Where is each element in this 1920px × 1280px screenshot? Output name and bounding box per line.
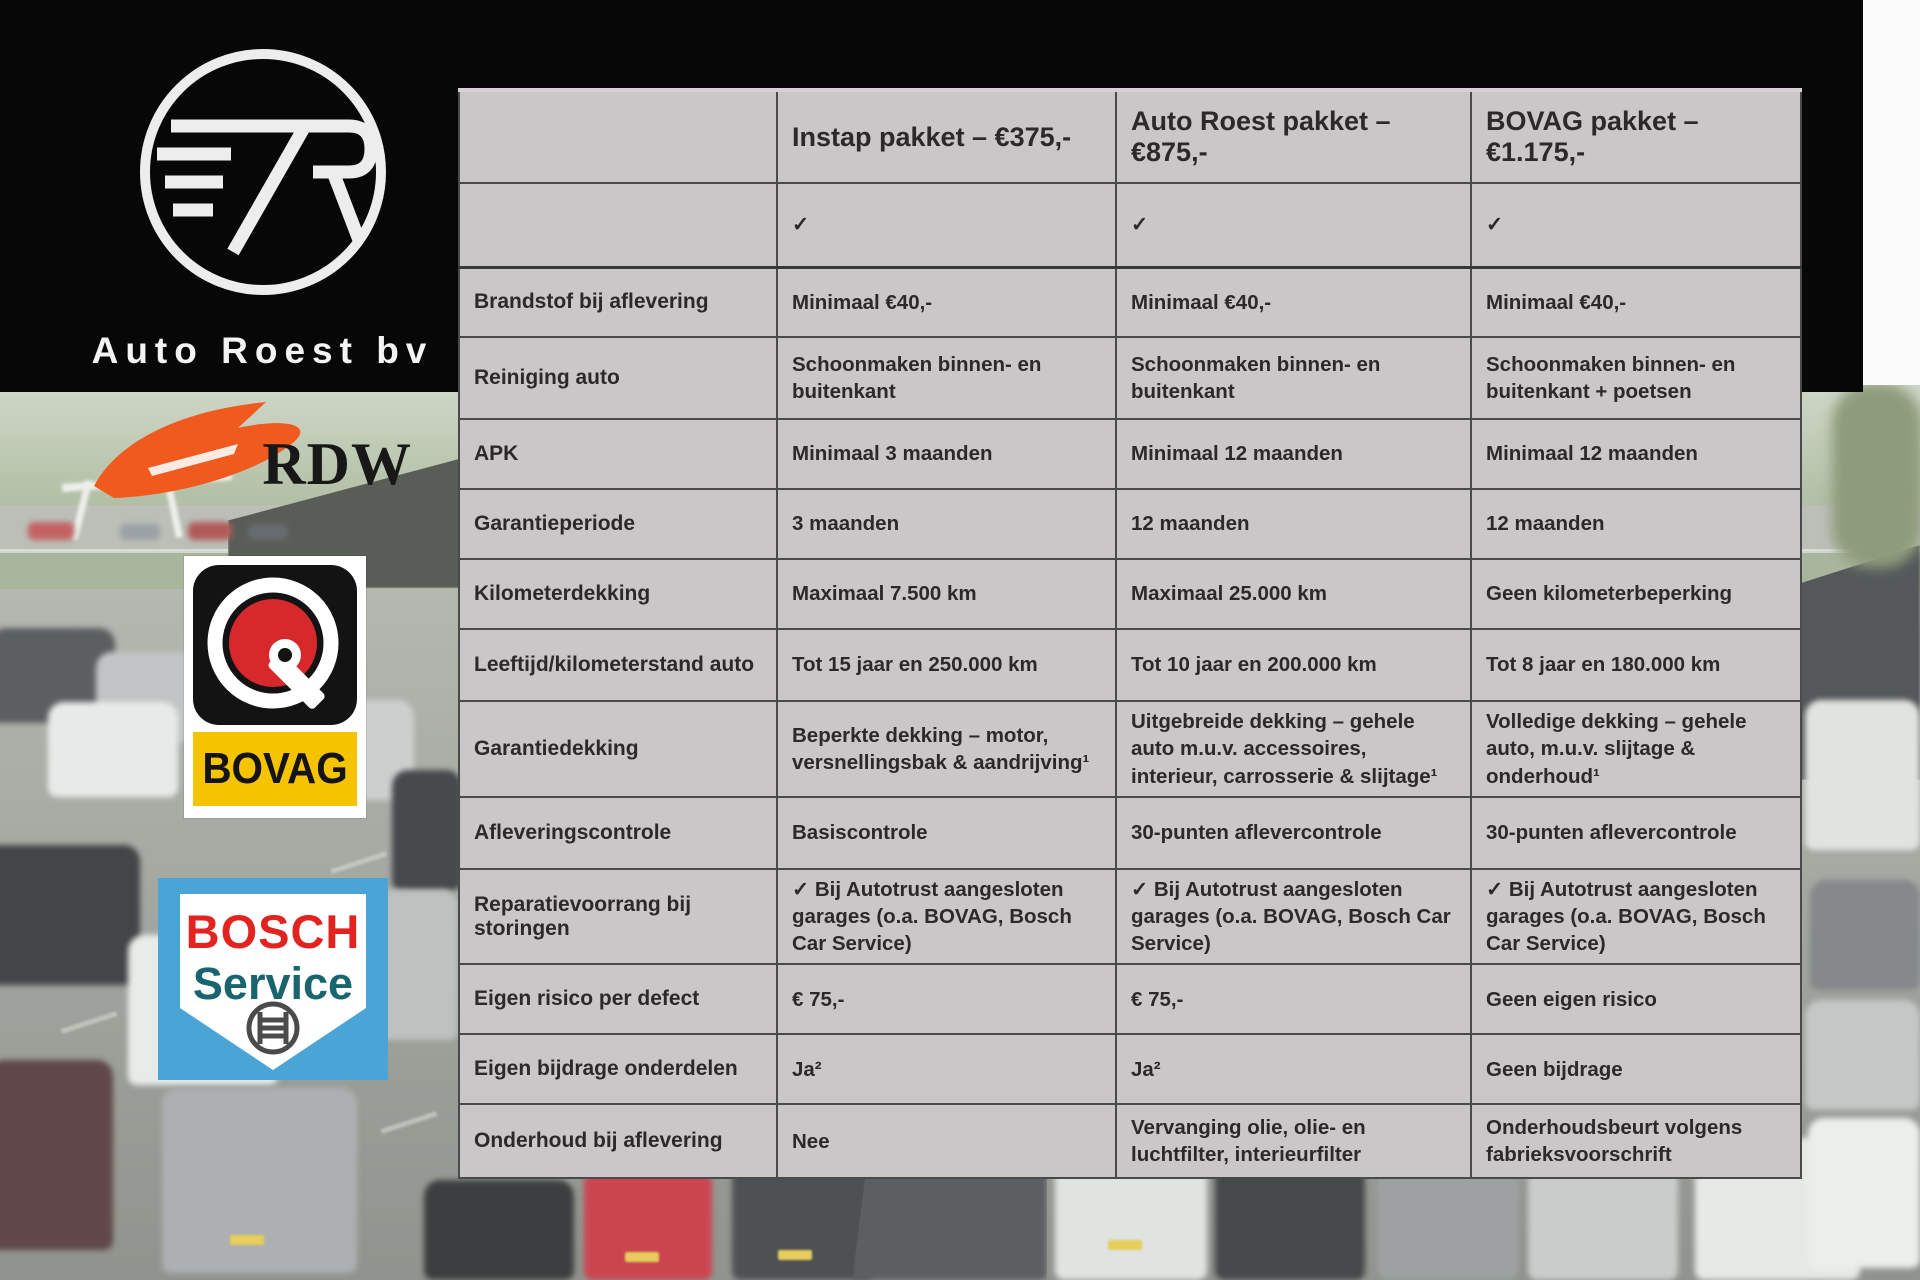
table-row <box>459 964 1801 1034</box>
value-cell: ✓ Bij Autotrust aangesloten garages (o.a. BOVAG, Bosch Car Service) <box>1116 869 1471 964</box>
value-cell: Maximaal 7.500 km <box>777 559 1116 629</box>
package-column-header: Auto Roest pakket – €875,- <box>1116 90 1471 183</box>
bovag-wordmark: BOVAG <box>202 744 348 793</box>
value-cell: Vervanging olie, olie- en luchtfilter, interieurfilter <box>1116 1104 1471 1178</box>
table-row <box>459 1104 1801 1178</box>
brand-name: Auto Roest bv <box>91 330 434 371</box>
row-label-cell: Onderhoud bij aflevering <box>459 1104 777 1178</box>
value-cell: Tot 15 jaar en 250.000 km <box>777 629 1116 701</box>
value-cell: Geen eigen risico <box>1471 964 1801 1034</box>
table-row <box>459 267 1801 337</box>
row-label-cell: Eigen risico per defect <box>459 964 777 1034</box>
value-cell: Nee <box>777 1104 1116 1178</box>
rdw-wordmark: RDW <box>262 431 412 497</box>
row-label-cell: Reiniging auto <box>459 337 777 419</box>
value-cell: Minimaal 3 maanden <box>777 419 1116 489</box>
value-cell: Minimaal €40,- <box>1471 267 1801 337</box>
value-cell: Schoonmaken binnen- en buitenkant <box>777 337 1116 419</box>
row-label-cell: APK <box>459 419 777 489</box>
value-cell: ✓ Bij Autotrust aangesloten garages (o.a. BOVAG, Bosch Car Service) <box>777 869 1116 964</box>
value-cell: € 75,- <box>1116 964 1471 1034</box>
bovag-turntable-icon <box>193 565 357 725</box>
value-cell: Minimaal 12 maanden <box>1116 419 1471 489</box>
bosch-wordmark: BOSCH <box>185 905 361 958</box>
value-cell: Schoonmaken binnen- en buitenkant <box>1116 337 1471 419</box>
package-column-header: BOVAG pakket – €1.175,- <box>1471 90 1801 183</box>
value-cell: 12 maanden <box>1116 489 1471 559</box>
value-cell: Tot 8 jaar en 180.000 km <box>1471 629 1801 701</box>
value-cell: ✓ <box>777 183 1116 267</box>
value-cell: 30-punten aflevercontrole <box>1116 797 1471 869</box>
value-cell: Minimaal 12 maanden <box>1471 419 1801 489</box>
top-right-white-strip <box>1863 0 1920 385</box>
row-label-cell: Leeftijd/kilometerstand auto <box>459 629 777 701</box>
value-cell: Minimaal €40,- <box>777 267 1116 337</box>
bovag-logo <box>184 556 366 818</box>
table-row <box>459 183 1801 267</box>
row-label-cell: Kilometerdekking <box>459 559 777 629</box>
value-cell: 12 maanden <box>1471 489 1801 559</box>
value-cell: Maximaal 25.000 km <box>1116 559 1471 629</box>
table-header-row <box>459 90 1801 183</box>
bovag-wordmark-band <box>193 732 357 806</box>
auto-roest-logo <box>55 8 470 392</box>
row-label-cell: Garantiedekking <box>459 701 777 797</box>
row-label-cell: Garantieperiode <box>459 489 777 559</box>
package-comparison-table <box>458 88 1802 1179</box>
value-cell: Tot 10 jaar en 200.000 km <box>1116 629 1471 701</box>
table-row <box>459 419 1801 489</box>
value-cell: Geen kilometerbeperking <box>1471 559 1801 629</box>
value-cell: ✓ <box>1116 183 1471 267</box>
row-label-cell: Afleveringscontrole <box>459 797 777 869</box>
auto-roest-monogram-icon <box>113 22 413 322</box>
row-label-cell <box>459 183 777 267</box>
value-cell: Schoonmaken binnen- en buitenkant + poetsen <box>1471 337 1801 419</box>
table-row <box>459 559 1801 629</box>
row-label-cell: Brandstof bij aflevering <box>459 267 777 337</box>
bosch-service-logo <box>158 878 388 1080</box>
row-label-cell: Eigen bijdrage onderdelen <box>459 1034 777 1104</box>
bosch-service-wordmark: Service <box>192 958 354 1009</box>
value-cell: Onderhoudsbeurt volgens fabrieksvoorschrift <box>1471 1104 1801 1178</box>
package-column-header: Instap pakket – €375,- <box>777 90 1116 183</box>
rdw-logo <box>88 398 418 533</box>
table-row <box>459 797 1801 869</box>
value-cell: Beperkte dekking – motor, versnellingsbak & aandrijving¹ <box>777 701 1116 797</box>
value-cell: Geen bijdrage <box>1471 1034 1801 1104</box>
value-cell: Basiscontrole <box>777 797 1116 869</box>
value-cell: € 75,- <box>777 964 1116 1034</box>
value-cell: 3 maanden <box>777 489 1116 559</box>
value-cell: Ja² <box>777 1034 1116 1104</box>
value-cell: Ja² <box>1116 1034 1471 1104</box>
value-cell: Minimaal €40,- <box>1116 267 1471 337</box>
table-row <box>459 489 1801 559</box>
table-row <box>459 701 1801 797</box>
value-cell: 30-punten aflevercontrole <box>1471 797 1801 869</box>
row-label-cell: Reparatievoorrang bij storingen <box>459 869 777 964</box>
value-cell: ✓ Bij Autotrust aangesloten garages (o.a. BOVAG, Bosch Car Service) <box>1471 869 1801 964</box>
table-row <box>459 869 1801 964</box>
table-row <box>459 629 1801 701</box>
value-cell: Uitgebreide dekking – gehele auto m.u.v. accessoires, interieur, carrosserie & slijtage¹ <box>1116 701 1471 797</box>
value-cell: Volledige dekking – gehele auto, m.u.v. slijtage & onderhoud¹ <box>1471 701 1801 797</box>
row-label-column-header <box>459 90 777 183</box>
table-row <box>459 337 1801 419</box>
table-row <box>459 1034 1801 1104</box>
value-cell: ✓ <box>1471 183 1801 267</box>
